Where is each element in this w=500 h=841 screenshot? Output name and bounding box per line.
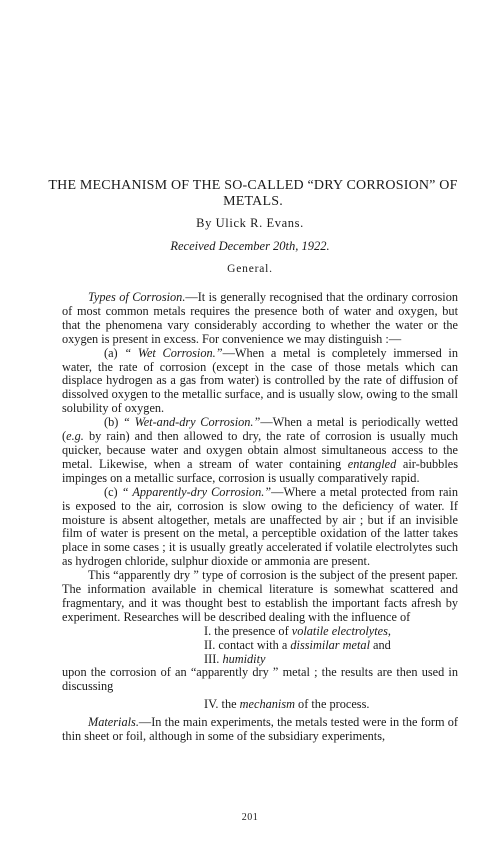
paragraph-materials: Materials.—In the main experiments, the metals tested were in the form of thin sheet or foil, although in some of the subsidiary experiments,	[62, 715, 458, 744]
list-item: I. the presence of volatile electrolytes,	[204, 623, 391, 638]
section-heading: General.	[227, 263, 273, 275]
list-item: III. humidity	[204, 651, 266, 666]
page-number: 201	[241, 812, 259, 823]
paragraph-wet: (a) “ Wet Corrosion.”—When a metal is completely immersed in water, the rate of corrosion (except in the case of those metals which can displace hydrogen as a gas from water) is controlled by the rate of diffusion of dissolved oxygen to the metallic surface, and is usually slow, owing to the small solubility of oxygen.	[62, 345, 458, 416]
influence-list	[62, 625, 458, 667]
article-title: THE MECHANISM OF THE SO-CALLED “DRY CORROSION” OF METALS.	[48, 178, 458, 209]
materials-heading: Materials.	[88, 715, 139, 730]
paragraph-apparently-dry: (c) “ Apparently-dry Corrosion.”—Where a metal protected from rain is exposed to the air, corrosion is slow owing to the deficiency of water. If moisture is absent altogether, metals are unaffected by air ; but if an invisible film of water is present on the metal, a perceptible oxidation of the latter takes place in some cases ; it is usually greatly accelerated if volatile electrolytes such as hydrogen chloride, sulphur dioxide or ammonia are present.	[62, 484, 458, 569]
author-line: By Ulick R. Evans.	[196, 216, 304, 230]
wet-heading: “ Wet Corrosion.”	[124, 345, 223, 360]
list-item: IV. the mechanism of the process.	[204, 697, 370, 712]
apparently-dry-heading: “ Apparently-dry Corrosion.”	[121, 484, 272, 499]
paragraph-wet-and-dry: (b) “ Wet-and-dry Corrosion.”—When a metal is periodically wetted (e.g. by rain) and then allowed to dry, the rate of corrosion is usually much quicker, because water and oxygen obtain almost simultaneous access to the metal. Likewise, when a stream of water containing entangled air-bubbles impinges on a metallic surface, corrosion is usually comparatively rapid.	[62, 415, 458, 485]
list-item: II. contact with a dissimilar metal and	[204, 637, 391, 652]
paragraph-subject: This “apparently dry ” type of corrosion is the subject of the present paper. The information available in chemical literature is somewhat scattered and fragmentary, and it was thought best to establish the important facts afresh by experiment. Researches will be described dealing with the influence of	[62, 568, 458, 624]
article-body	[62, 291, 458, 744]
paragraph-upon: upon the corrosion of an “apparently dry ” metal ; the results are then used in discussing	[62, 665, 458, 694]
mechanism-list	[62, 698, 458, 712]
paragraph-types: Types of Corrosion.—It is generally recognised that the ordinary corrosion of most common metals requires the presence both of water and oxygen, but that the phenomena vary considerably according to whether the water or the oxygen is present in excess. For convenience we may distinguish :—	[62, 290, 458, 346]
types-heading: Types of Corrosion.	[88, 290, 186, 304]
received-date: Received December 20th, 1922.	[170, 239, 330, 253]
wet-and-dry-heading: “ Wet-and-dry Corrosion.”	[123, 415, 261, 430]
